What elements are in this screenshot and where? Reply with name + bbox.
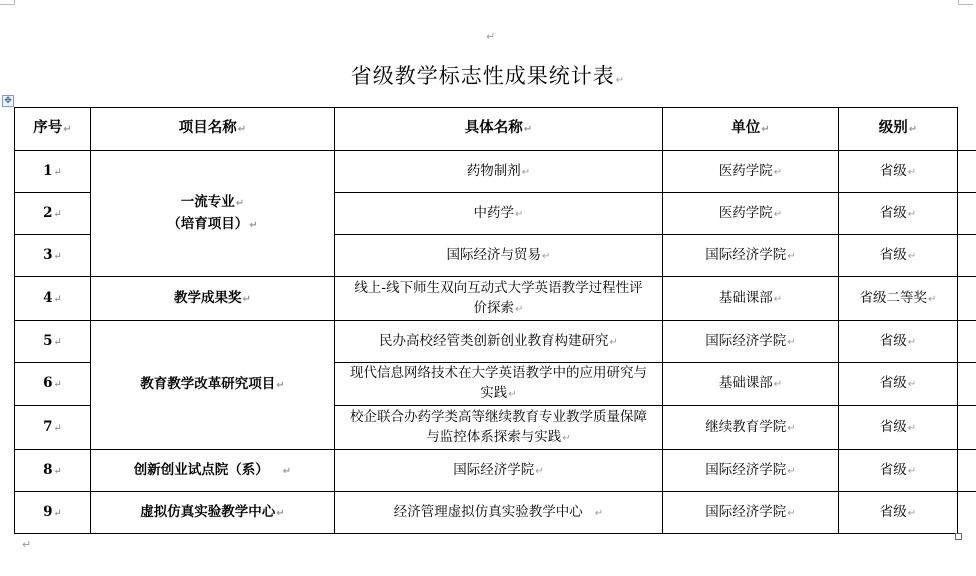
- row-end-marker: [958, 192, 976, 193]
- project-name-cell: 创新创业试点院（系） ↵: [91, 450, 335, 492]
- item-name-cell: 现代信息网络技术在大学英语教学中的应用研究与 实践↵: [335, 363, 663, 406]
- unit-cell: 国际经济学院↵: [663, 321, 839, 363]
- level-cell: 省级↵: [839, 193, 958, 235]
- level-cell: 省级↵: [839, 235, 958, 277]
- item-name-cell: 中药学↵: [335, 193, 663, 235]
- serial-cell: 8↵: [15, 450, 91, 492]
- row-end-marker: [958, 234, 976, 235]
- serial-cell: 2↵: [15, 193, 91, 235]
- serial-cell: 7↵: [15, 406, 91, 450]
- paragraph-mark: ↵: [22, 538, 32, 551]
- project-name-cell: 教学成果奖↵: [91, 277, 335, 321]
- statistics-table: [14, 107, 958, 534]
- serial-cell: 5↵: [15, 321, 91, 363]
- row-end-marker: [958, 491, 976, 492]
- table-header-row: [15, 108, 958, 151]
- unit-cell: 国际经济学院↵: [663, 492, 839, 534]
- serial-cell: 9↵: [15, 492, 91, 534]
- item-name-cell: 药物制剂↵: [335, 151, 663, 193]
- row-end-marker: [958, 276, 976, 277]
- item-name-cell: 经济管理虚拟仿真实验教学中心 ↵: [335, 492, 663, 534]
- serial-cell: 3↵: [15, 235, 91, 277]
- table-row: [15, 151, 958, 193]
- item-name-cell: 国际经济与贸易↵: [335, 235, 663, 277]
- table-row: [15, 321, 958, 363]
- unit-cell: 国际经济学院↵: [663, 235, 839, 277]
- table-row: [15, 492, 958, 534]
- header-cell: 级别↵: [839, 108, 958, 151]
- unit-cell: 医药学院↵: [663, 193, 839, 235]
- item-name-cell: 线上-线下师生双向互动式大学英语教学过程性评 价探索↵: [335, 277, 663, 321]
- serial-cell: 1↵: [15, 151, 91, 193]
- unit-cell: 基础课部↵: [663, 277, 839, 321]
- row-end-marker: [958, 150, 976, 151]
- level-cell: 省级↵: [839, 406, 958, 450]
- level-cell: 省级↵: [839, 492, 958, 534]
- item-name-cell: 校企联合办药学类高等继续教育专业教学质量保障 与监控体系探索与实践↵: [335, 406, 663, 450]
- header-cell: 单位↵: [663, 108, 839, 151]
- table-resize-handle[interactable]: [955, 533, 962, 540]
- header-cell: 序号↵: [15, 108, 91, 151]
- unit-cell: 基础课部↵: [663, 363, 839, 406]
- row-end-marker: [958, 320, 976, 321]
- project-name-cell: 一流专业↵ （培育项目）↵: [91, 151, 335, 277]
- row-end-marker: [958, 449, 976, 450]
- unit-cell: 继续教育学院↵: [663, 406, 839, 450]
- item-name-cell: 国际经济学院↵: [335, 450, 663, 492]
- header-cell: 项目名称↵: [91, 108, 335, 151]
- level-cell: 省级二等奖↵: [839, 277, 958, 321]
- row-end-marker: [958, 405, 976, 406]
- level-cell: 省级↵: [839, 450, 958, 492]
- page-corner-top-left: [0, 0, 15, 5]
- item-name-cell: 民办高校经管类创新创业教育构建研究↵: [335, 321, 663, 363]
- unit-cell: 国际经济学院↵: [663, 450, 839, 492]
- unit-cell: 医药学院↵: [663, 151, 839, 193]
- header-cell: 具体名称↵: [335, 108, 663, 151]
- paragraph-mark: ↵: [486, 30, 496, 43]
- project-name-cell: 虚拟仿真实验教学中心↵: [91, 492, 335, 534]
- row-end-marker: [958, 362, 976, 363]
- table-row: [15, 277, 958, 321]
- level-cell: 省级↵: [839, 363, 958, 406]
- serial-cell: 6↵: [15, 363, 91, 406]
- table-row: [15, 450, 958, 492]
- page-title: 省级教学标志性成果统计表↵: [350, 64, 626, 88]
- page-corner-top-right: [958, 0, 973, 5]
- level-cell: 省级↵: [839, 321, 958, 363]
- project-name-cell: 教育教学改革研究项目↵: [91, 321, 335, 450]
- serial-cell: 4↵: [15, 277, 91, 321]
- table-move-handle[interactable]: ✥: [2, 95, 14, 107]
- level-cell: 省级↵: [839, 151, 958, 193]
